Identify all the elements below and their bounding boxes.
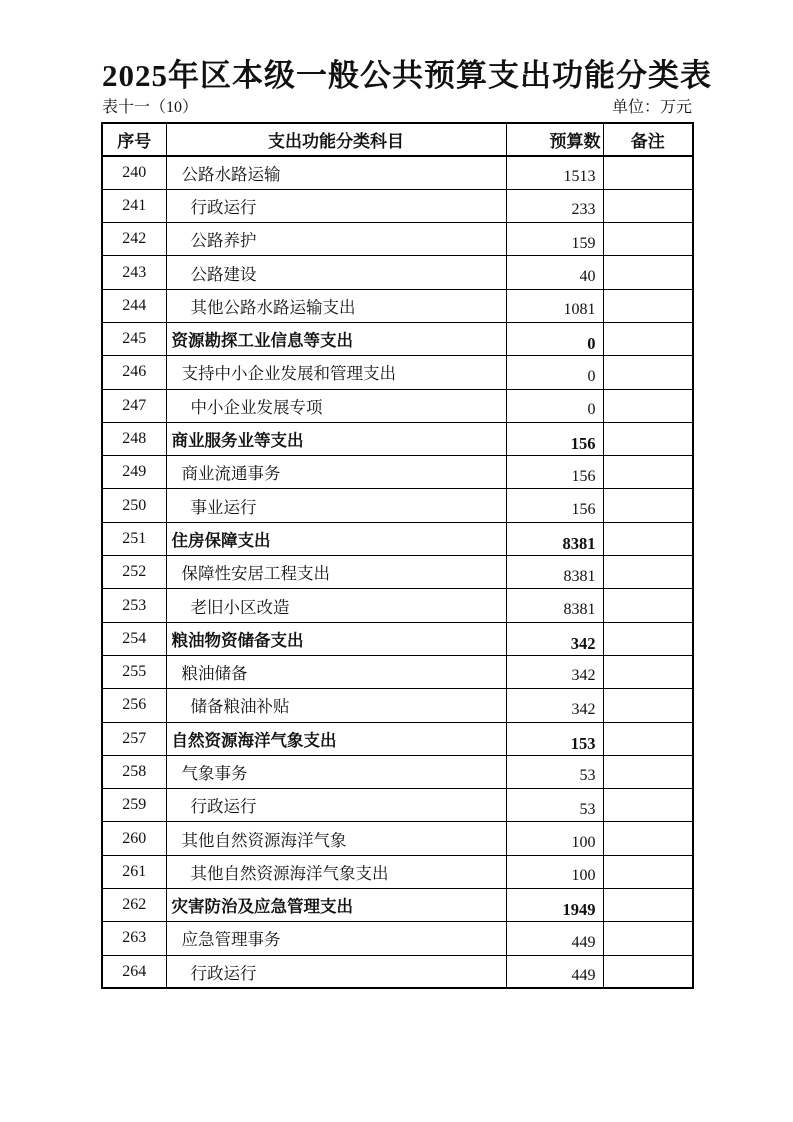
table-row (102, 223, 693, 256)
row-subject: 中小企业发展专项 (166, 389, 506, 422)
row-budget: 153 (506, 722, 603, 755)
table-row (102, 889, 693, 922)
row-subject: 商业流通事务 (166, 456, 506, 489)
table-row (102, 289, 693, 322)
row-note (603, 622, 693, 655)
row-budget: 156 (506, 489, 603, 522)
row-budget: 342 (506, 689, 603, 722)
budget-table (101, 122, 694, 989)
row-seq: 246 (102, 356, 166, 389)
table-row (102, 689, 693, 722)
row-note (603, 256, 693, 289)
table-row (102, 489, 693, 522)
row-budget: 8381 (506, 589, 603, 622)
header-seq: 序号 (102, 123, 166, 156)
row-subject: 行政运行 (166, 789, 506, 822)
row-note (603, 489, 693, 522)
row-note (603, 889, 693, 922)
table-row (102, 522, 693, 555)
table-row (102, 955, 693, 988)
header-row (102, 123, 693, 156)
row-seq: 254 (102, 622, 166, 655)
row-budget: 342 (506, 622, 603, 655)
row-note (603, 189, 693, 222)
header-budget: 预算数 (506, 123, 603, 156)
row-seq: 262 (102, 889, 166, 922)
row-note (603, 356, 693, 389)
row-subject: 其他自然资源海洋气象 (166, 822, 506, 855)
row-subject: 资源勘探工业信息等支出 (166, 322, 506, 355)
row-seq: 244 (102, 289, 166, 322)
table-row (102, 722, 693, 755)
row-note (603, 855, 693, 888)
row-note (603, 456, 693, 489)
row-budget: 8381 (506, 556, 603, 589)
table-row (102, 789, 693, 822)
page-title: 2025年区本级一般公共预算支出功能分类表 (102, 58, 712, 93)
row-budget: 0 (506, 389, 603, 422)
row-note (603, 556, 693, 589)
table-row (102, 922, 693, 955)
row-budget: 100 (506, 822, 603, 855)
row-seq: 256 (102, 689, 166, 722)
header-note: 备注 (603, 123, 693, 156)
row-seq: 260 (102, 822, 166, 855)
row-subject: 储备粮油补贴 (166, 689, 506, 722)
row-note (603, 722, 693, 755)
row-budget: 156 (506, 422, 603, 455)
row-subject: 其他自然资源海洋气象支出 (166, 855, 506, 888)
row-budget: 53 (506, 789, 603, 822)
table-row (102, 389, 693, 422)
row-note (603, 589, 693, 622)
meta-row (102, 94, 692, 117)
table-header (102, 123, 693, 156)
row-note (603, 322, 693, 355)
row-budget: 0 (506, 322, 603, 355)
row-subject: 保障性安居工程支出 (166, 556, 506, 589)
row-subject: 支持中小企业发展和管理支出 (166, 356, 506, 389)
row-note (603, 655, 693, 688)
row-subject: 粮油物资储备支出 (166, 622, 506, 655)
row-note (603, 689, 693, 722)
row-seq: 250 (102, 489, 166, 522)
table-row (102, 322, 693, 355)
row-budget: 1081 (506, 289, 603, 322)
table-number-label: 表十一（10） (102, 99, 199, 116)
table-row (102, 422, 693, 455)
table-row (102, 356, 693, 389)
row-budget: 342 (506, 655, 603, 688)
row-budget: 8381 (506, 522, 603, 555)
row-subject: 自然资源海洋气象支出 (166, 722, 506, 755)
row-budget: 156 (506, 456, 603, 489)
table-row (102, 456, 693, 489)
row-seq: 249 (102, 456, 166, 489)
row-note (603, 422, 693, 455)
row-subject: 其他公路水路运输支出 (166, 289, 506, 322)
table-row (102, 589, 693, 622)
row-budget: 0 (506, 356, 603, 389)
row-subject: 公路水路运输 (166, 156, 506, 189)
row-seq: 240 (102, 156, 166, 189)
row-note (603, 289, 693, 322)
table-row (102, 655, 693, 688)
row-seq: 247 (102, 389, 166, 422)
row-seq: 264 (102, 955, 166, 988)
row-seq: 242 (102, 223, 166, 256)
row-subject: 公路建设 (166, 256, 506, 289)
row-subject: 应急管理事务 (166, 922, 506, 955)
row-seq: 258 (102, 755, 166, 788)
row-seq: 259 (102, 789, 166, 822)
row-subject: 行政运行 (166, 189, 506, 222)
row-subject: 商业服务业等支出 (166, 422, 506, 455)
table-row (102, 622, 693, 655)
row-budget: 1513 (506, 156, 603, 189)
table-row (102, 256, 693, 289)
row-budget: 1949 (506, 889, 603, 922)
row-budget: 449 (506, 955, 603, 988)
row-subject: 气象事务 (166, 755, 506, 788)
row-budget: 159 (506, 223, 603, 256)
table-row (102, 189, 693, 222)
row-budget: 100 (506, 855, 603, 888)
row-note (603, 822, 693, 855)
row-note (603, 522, 693, 555)
row-seq: 263 (102, 922, 166, 955)
table-row (102, 755, 693, 788)
row-budget: 233 (506, 189, 603, 222)
row-seq: 252 (102, 556, 166, 589)
row-note (603, 156, 693, 189)
header-subject: 支出功能分类科目 (166, 123, 506, 156)
table-row (102, 156, 693, 189)
row-subject: 老旧小区改造 (166, 589, 506, 622)
row-subject: 行政运行 (166, 955, 506, 988)
row-budget: 53 (506, 755, 603, 788)
table-row (102, 822, 693, 855)
row-budget: 40 (506, 256, 603, 289)
row-budget: 449 (506, 922, 603, 955)
row-seq: 253 (102, 589, 166, 622)
row-subject: 灾害防治及应急管理支出 (166, 889, 506, 922)
row-note (603, 955, 693, 988)
row-note (603, 223, 693, 256)
table-row (102, 855, 693, 888)
unit-label: 单位：万元 (611, 99, 692, 116)
row-subject: 公路养护 (166, 223, 506, 256)
row-seq: 248 (102, 422, 166, 455)
row-seq: 257 (102, 722, 166, 755)
row-note (603, 389, 693, 422)
budget-table-body (102, 156, 693, 988)
table-row (102, 556, 693, 589)
row-subject: 粮油储备 (166, 655, 506, 688)
row-subject: 事业运行 (166, 489, 506, 522)
row-seq: 245 (102, 322, 166, 355)
row-note (603, 922, 693, 955)
row-seq: 251 (102, 522, 166, 555)
row-seq: 261 (102, 855, 166, 888)
row-note (603, 755, 693, 788)
row-seq: 241 (102, 189, 166, 222)
row-seq: 243 (102, 256, 166, 289)
row-note (603, 789, 693, 822)
row-seq: 255 (102, 655, 166, 688)
row-subject: 住房保障支出 (166, 522, 506, 555)
